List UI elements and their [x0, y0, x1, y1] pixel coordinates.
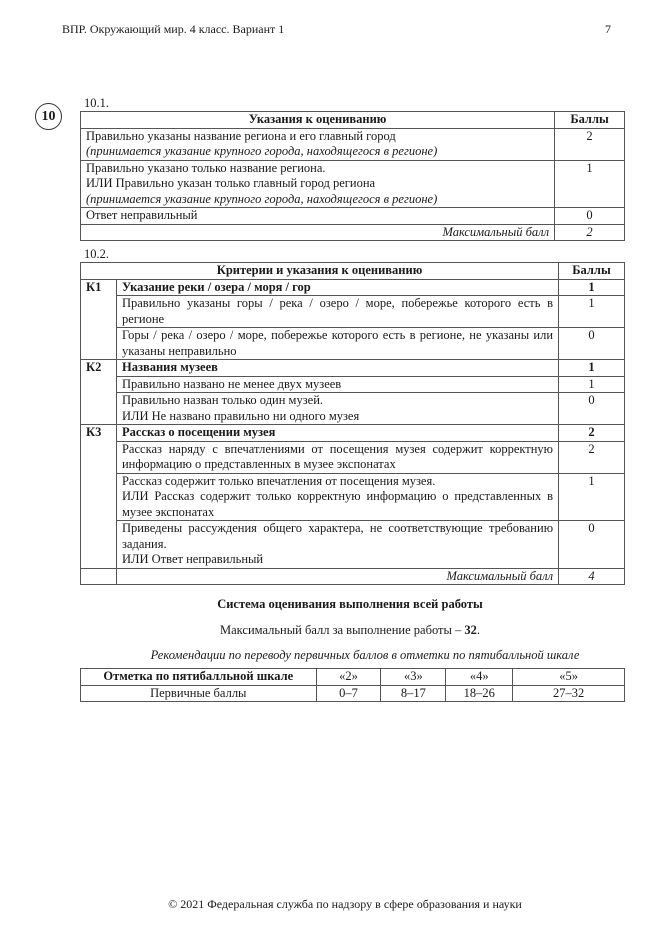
- max-score-row: [81, 224, 625, 241]
- page-number: 7: [605, 22, 611, 36]
- criterion-points: 1: [559, 473, 625, 521]
- part2-table: [80, 262, 625, 585]
- max-total-line: [0, 623, 659, 638]
- grade-conversion-table: [80, 668, 625, 702]
- table-row: [81, 521, 625, 569]
- criterion-text-alt: ИЛИ Рассказ содержит только корректную информацию о представленных в музее экспонатах: [121, 489, 554, 519]
- criterion-title: Указание реки / озера / моря / гор: [116, 279, 558, 296]
- table-row: [81, 160, 625, 208]
- max-score-value: 4: [559, 568, 625, 585]
- max-score-row: [81, 568, 625, 585]
- max-score-label: Максимальный балл: [116, 568, 558, 585]
- copyright-footer: © 2021 Федеральная служба по надзору в сфере образования и науки: [168, 897, 522, 911]
- criterion-points: 2: [559, 441, 625, 473]
- criterion-text: Правильно назван только один музей.: [121, 393, 324, 407]
- criterion-points: 1: [559, 296, 625, 328]
- criterion-code: К1: [81, 279, 117, 360]
- range-grade-5: 27–32: [513, 685, 625, 702]
- criterion-code: К3: [81, 425, 117, 569]
- criterion-text: Ответ неправильный: [81, 208, 555, 225]
- criterion-points: 1: [555, 160, 625, 208]
- criterion-heading-row: [81, 360, 625, 377]
- table-row: [81, 208, 625, 225]
- criterion-points: 1: [559, 376, 625, 393]
- criterion-text-alt: ИЛИ Ответ неправильный: [121, 552, 264, 566]
- max-score-value: 2: [555, 224, 625, 241]
- column-header-criteria: Критерии и указания к оцениванию: [81, 263, 559, 280]
- grade-5: «5»: [513, 669, 625, 686]
- table-header-row: [81, 263, 625, 280]
- column-header-points: Баллы: [555, 112, 625, 129]
- score-row-label: Первичные баллы: [81, 685, 317, 702]
- grade-2: «2»: [316, 669, 381, 686]
- part2-label: 10.2.: [84, 247, 109, 261]
- grade-3: «3»: [381, 669, 446, 686]
- grade-row: [81, 669, 625, 686]
- table-header-row: [81, 112, 625, 129]
- criterion-points: 0: [559, 328, 625, 360]
- criterion-points: 0: [559, 521, 625, 569]
- criterion-title: Рассказ о посещении музея: [116, 425, 558, 442]
- table-row: [81, 376, 625, 393]
- criterion-text-alt: ИЛИ Правильно указан только главный город региона: [86, 176, 376, 190]
- document-header-title: ВПР. Окружающий мир. 4 класс. Вариант 1: [62, 22, 285, 36]
- criterion-title: Названия музеев: [116, 360, 558, 377]
- empty-cell: [81, 568, 117, 585]
- grade-4: «4»: [446, 669, 513, 686]
- grade-row-label: Отметка по пятибалльной шкале: [81, 669, 317, 686]
- max-total-prefix: Максимальный балл за выполнение работы –: [219, 623, 465, 637]
- criterion-text: Правильно указаны название региона и его главный город: [86, 128, 396, 143]
- criterion-points: 2: [555, 128, 625, 160]
- max-total-value: 32: [464, 623, 477, 637]
- table-row: [81, 128, 625, 160]
- column-header-points: Баллы: [559, 263, 625, 280]
- criterion-text: Горы / река / озеро / море, побережье которого есть в регионе, не указаны или указаны неправильно: [116, 328, 558, 360]
- criterion-note: (принимается указание крупного города, находящегося в регионе): [86, 144, 438, 158]
- criterion-max-points: 1: [559, 360, 625, 377]
- task-number-badge: 10: [35, 103, 62, 130]
- criterion-note: (принимается указание крупного города, находящегося в регионе): [86, 191, 438, 206]
- criterion-max-points: 1: [559, 279, 625, 296]
- criterion-code: К2: [81, 360, 117, 425]
- range-grade-4: 18–26: [446, 685, 513, 702]
- range-grade-2: 0–7: [316, 685, 381, 702]
- criterion-text: Правильно указаны горы / река / озеро / море, побережье которого есть в регионе: [116, 296, 558, 328]
- criterion-heading-row: [81, 279, 625, 296]
- table-row: [81, 328, 625, 360]
- summary-title: Система оценивания выполнения всей работы: [217, 597, 483, 611]
- score-range-row: [81, 685, 625, 702]
- table-row: [81, 473, 625, 521]
- max-total-suffix: .: [476, 623, 481, 637]
- criterion-text: Правильно указано только название региона.: [86, 160, 326, 175]
- table-row: [81, 441, 625, 473]
- column-header-guidelines: Указания к оцениванию: [81, 112, 555, 129]
- range-grade-3: 8–17: [381, 685, 446, 702]
- criterion-points: 0: [555, 208, 625, 225]
- recommendation-caption: Рекомендации по переводу первичных баллов в отметки по пятибалльной шкале: [150, 648, 580, 662]
- table-row: [81, 393, 625, 425]
- criterion-text: Рассказ наряду с впечатлениями от посещения музея содержит корректную информацию о представленных в музее экспонатах: [116, 441, 558, 473]
- criterion-text: Правильно названо не менее двух музеев: [116, 376, 558, 393]
- part1-table: [80, 111, 625, 241]
- max-score-label: Максимальный балл: [81, 224, 555, 241]
- criterion-points: 0: [559, 393, 625, 425]
- table-row: [81, 296, 625, 328]
- criterion-text: Приведены рассуждения общего характера, не соответствующие требованию задания.: [121, 521, 554, 551]
- criterion-text: Рассказ содержит только впечатления от посещения музея.: [121, 473, 436, 488]
- criterion-heading-row: [81, 425, 625, 442]
- criterion-text-alt: ИЛИ Не названо правильно ни одного музея: [121, 408, 360, 423]
- criterion-max-points: 2: [559, 425, 625, 442]
- part1-label: 10.1.: [84, 96, 109, 110]
